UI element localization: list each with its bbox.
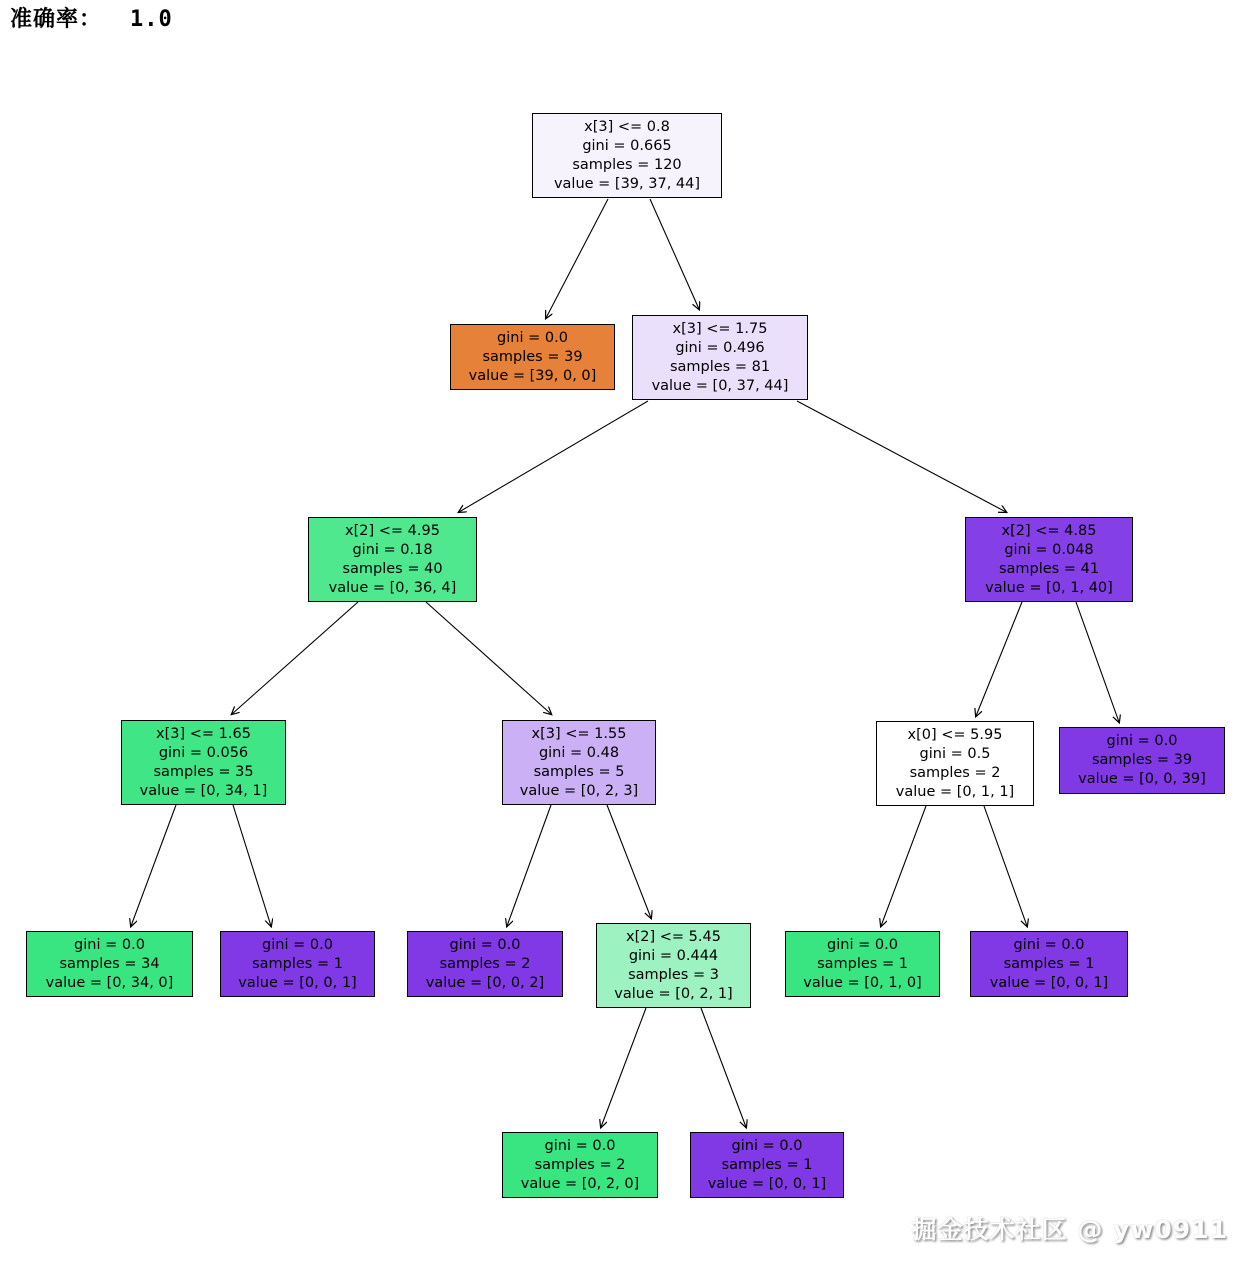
node-samples: samples = 34 [59,955,160,972]
node-samples: samples = 1 [252,955,343,972]
node-condition: x[2] <= 4.85 [1001,522,1097,539]
edge-n12-left [601,1008,646,1127]
edge-root-left [546,199,608,318]
node-samples: samples = 120 [572,156,682,173]
tree-node-leaf-versicolor-2 [502,1132,658,1198]
node-value: value = [39, 37, 44] [553,175,701,192]
node-value: value = [0, 0, 39] [1078,771,1206,787]
tree-node-split-x0-595 [876,721,1034,806]
node-gini: gini = 0.056 [158,744,249,761]
tree-node-leaf-versicolor-1 [785,931,940,997]
node-gini: gini = 0.048 [1004,541,1094,558]
edge-n3-left [232,602,358,714]
tree-node-split-x3-175 [632,315,808,400]
tree-node-leaf-virginica-1b [970,931,1128,997]
tree-node-split-x2-495 [308,517,477,602]
node-value: value = [0, 36, 4] [328,579,457,596]
node-value: value = [0, 34, 1] [139,782,268,799]
node-condition: x[3] <= 1.55 [531,725,627,742]
edge-root-right [650,199,699,309]
node-value: value = [0, 2, 0] [520,1175,640,1192]
edge-n6-right [607,805,651,918]
node-samples: samples = 1 [721,1156,813,1173]
tree-node-leaf-virginica-2 [407,931,563,997]
node-gini: gini = 0.665 [582,137,672,154]
tree-node-root [532,113,722,198]
node-gini: gini = 0.0 [827,936,898,953]
node-value: value = [0, 1, 40] [985,579,1113,596]
node-condition: x[3] <= 1.65 [156,725,251,742]
node-value: value = [0, 2, 1] [614,985,733,1002]
node-gini: gini = 0.444 [628,947,719,964]
node-samples: samples = 1 [1003,955,1095,972]
node-samples: samples = 3 [628,966,719,983]
node-gini: gini = 0.0 [731,1137,803,1154]
node-value: value = [0, 0, 2] [425,974,545,991]
node-samples: samples = 2 [439,955,531,972]
tree-node-split-x2-545 [596,923,751,1008]
node-condition: x[3] <= 1.75 [672,320,768,337]
node-gini: gini = 0.5 [919,745,991,762]
edge-n4-left [976,602,1022,716]
node-samples: samples = 2 [534,1156,626,1173]
node-samples: samples = 39 [1091,752,1193,768]
node-samples: samples = 1 [817,955,908,972]
edge-n12-right [701,1008,746,1127]
node-gini: gini = 0.0 [449,936,521,953]
node-value: value = [0, 1, 1] [895,783,1015,800]
node-value: value = [0, 2, 3] [519,782,639,799]
node-value: value = [39, 0, 0] [468,367,597,384]
node-gini: gini = 0.0 [262,936,333,953]
edge-n7-left [881,806,926,926]
node-gini: gini = 0.496 [675,339,765,356]
node-condition: x[2] <= 4.95 [345,522,440,539]
node-samples: samples = 2 [909,764,1001,781]
node-gini: gini = 0.18 [352,541,433,558]
node-gini: gini = 0.0 [497,329,568,346]
node-samples: samples = 39 [482,348,583,365]
edge-n7-right [984,806,1027,926]
tree-node-leaf-setosa [450,324,615,390]
edge-n3-right [426,602,551,714]
accuracy-label: 准确率： [10,7,103,32]
watermark-text: 掘金技术社区 @ yw0911 [911,1215,1228,1244]
node-condition: x[2] <= 5.45 [626,928,721,945]
node-value: value = [0, 0, 1] [989,974,1109,991]
edge-n2-right [797,401,1006,512]
node-samples: samples = 40 [342,560,443,577]
tree-node-leaf-virginica-39 [1059,727,1225,794]
node-samples: samples = 35 [153,763,254,780]
node-value: value = [0, 0, 1] [238,974,357,991]
node-value: value = [0, 37, 44] [651,377,789,394]
node-gini: gini = 0.0 [1013,936,1085,953]
tree-node-split-x2-485 [965,517,1133,602]
edge-n5-right [233,805,271,926]
node-value: value = [0, 0, 1] [707,1175,827,1192]
tree-node-leaf-virginica-1c [690,1132,844,1198]
tree-node-split-x3-155 [502,720,656,805]
accuracy-title [10,2,173,33]
tree-node-leaf-virginica-1 [220,931,375,997]
node-samples: samples = 5 [533,763,625,780]
edge-n2-left [459,401,648,512]
node-gini: gini = 0.0 [74,936,145,953]
node-condition: x[0] <= 5.95 [907,726,1003,743]
node-samples: samples = 81 [669,358,771,375]
tree-node-split-x3-165 [121,720,286,805]
edge-n4-right [1076,602,1119,722]
edge-n5-left [131,805,176,926]
node-gini: gini = 0.0 [544,1137,616,1154]
node-gini: gini = 0.0 [1106,733,1178,749]
edge-n6-left [507,805,551,926]
node-condition: x[3] <= 0.8 [584,118,670,135]
node-samples: samples = 41 [998,560,1100,577]
node-value: value = [0, 34, 0] [45,974,174,991]
accuracy-value: 1.0 [130,7,173,32]
node-gini: gini = 0.48 [538,744,620,761]
node-value: value = [0, 1, 0] [803,974,922,991]
tree-node-leaf-versicolor-34 [26,931,193,997]
